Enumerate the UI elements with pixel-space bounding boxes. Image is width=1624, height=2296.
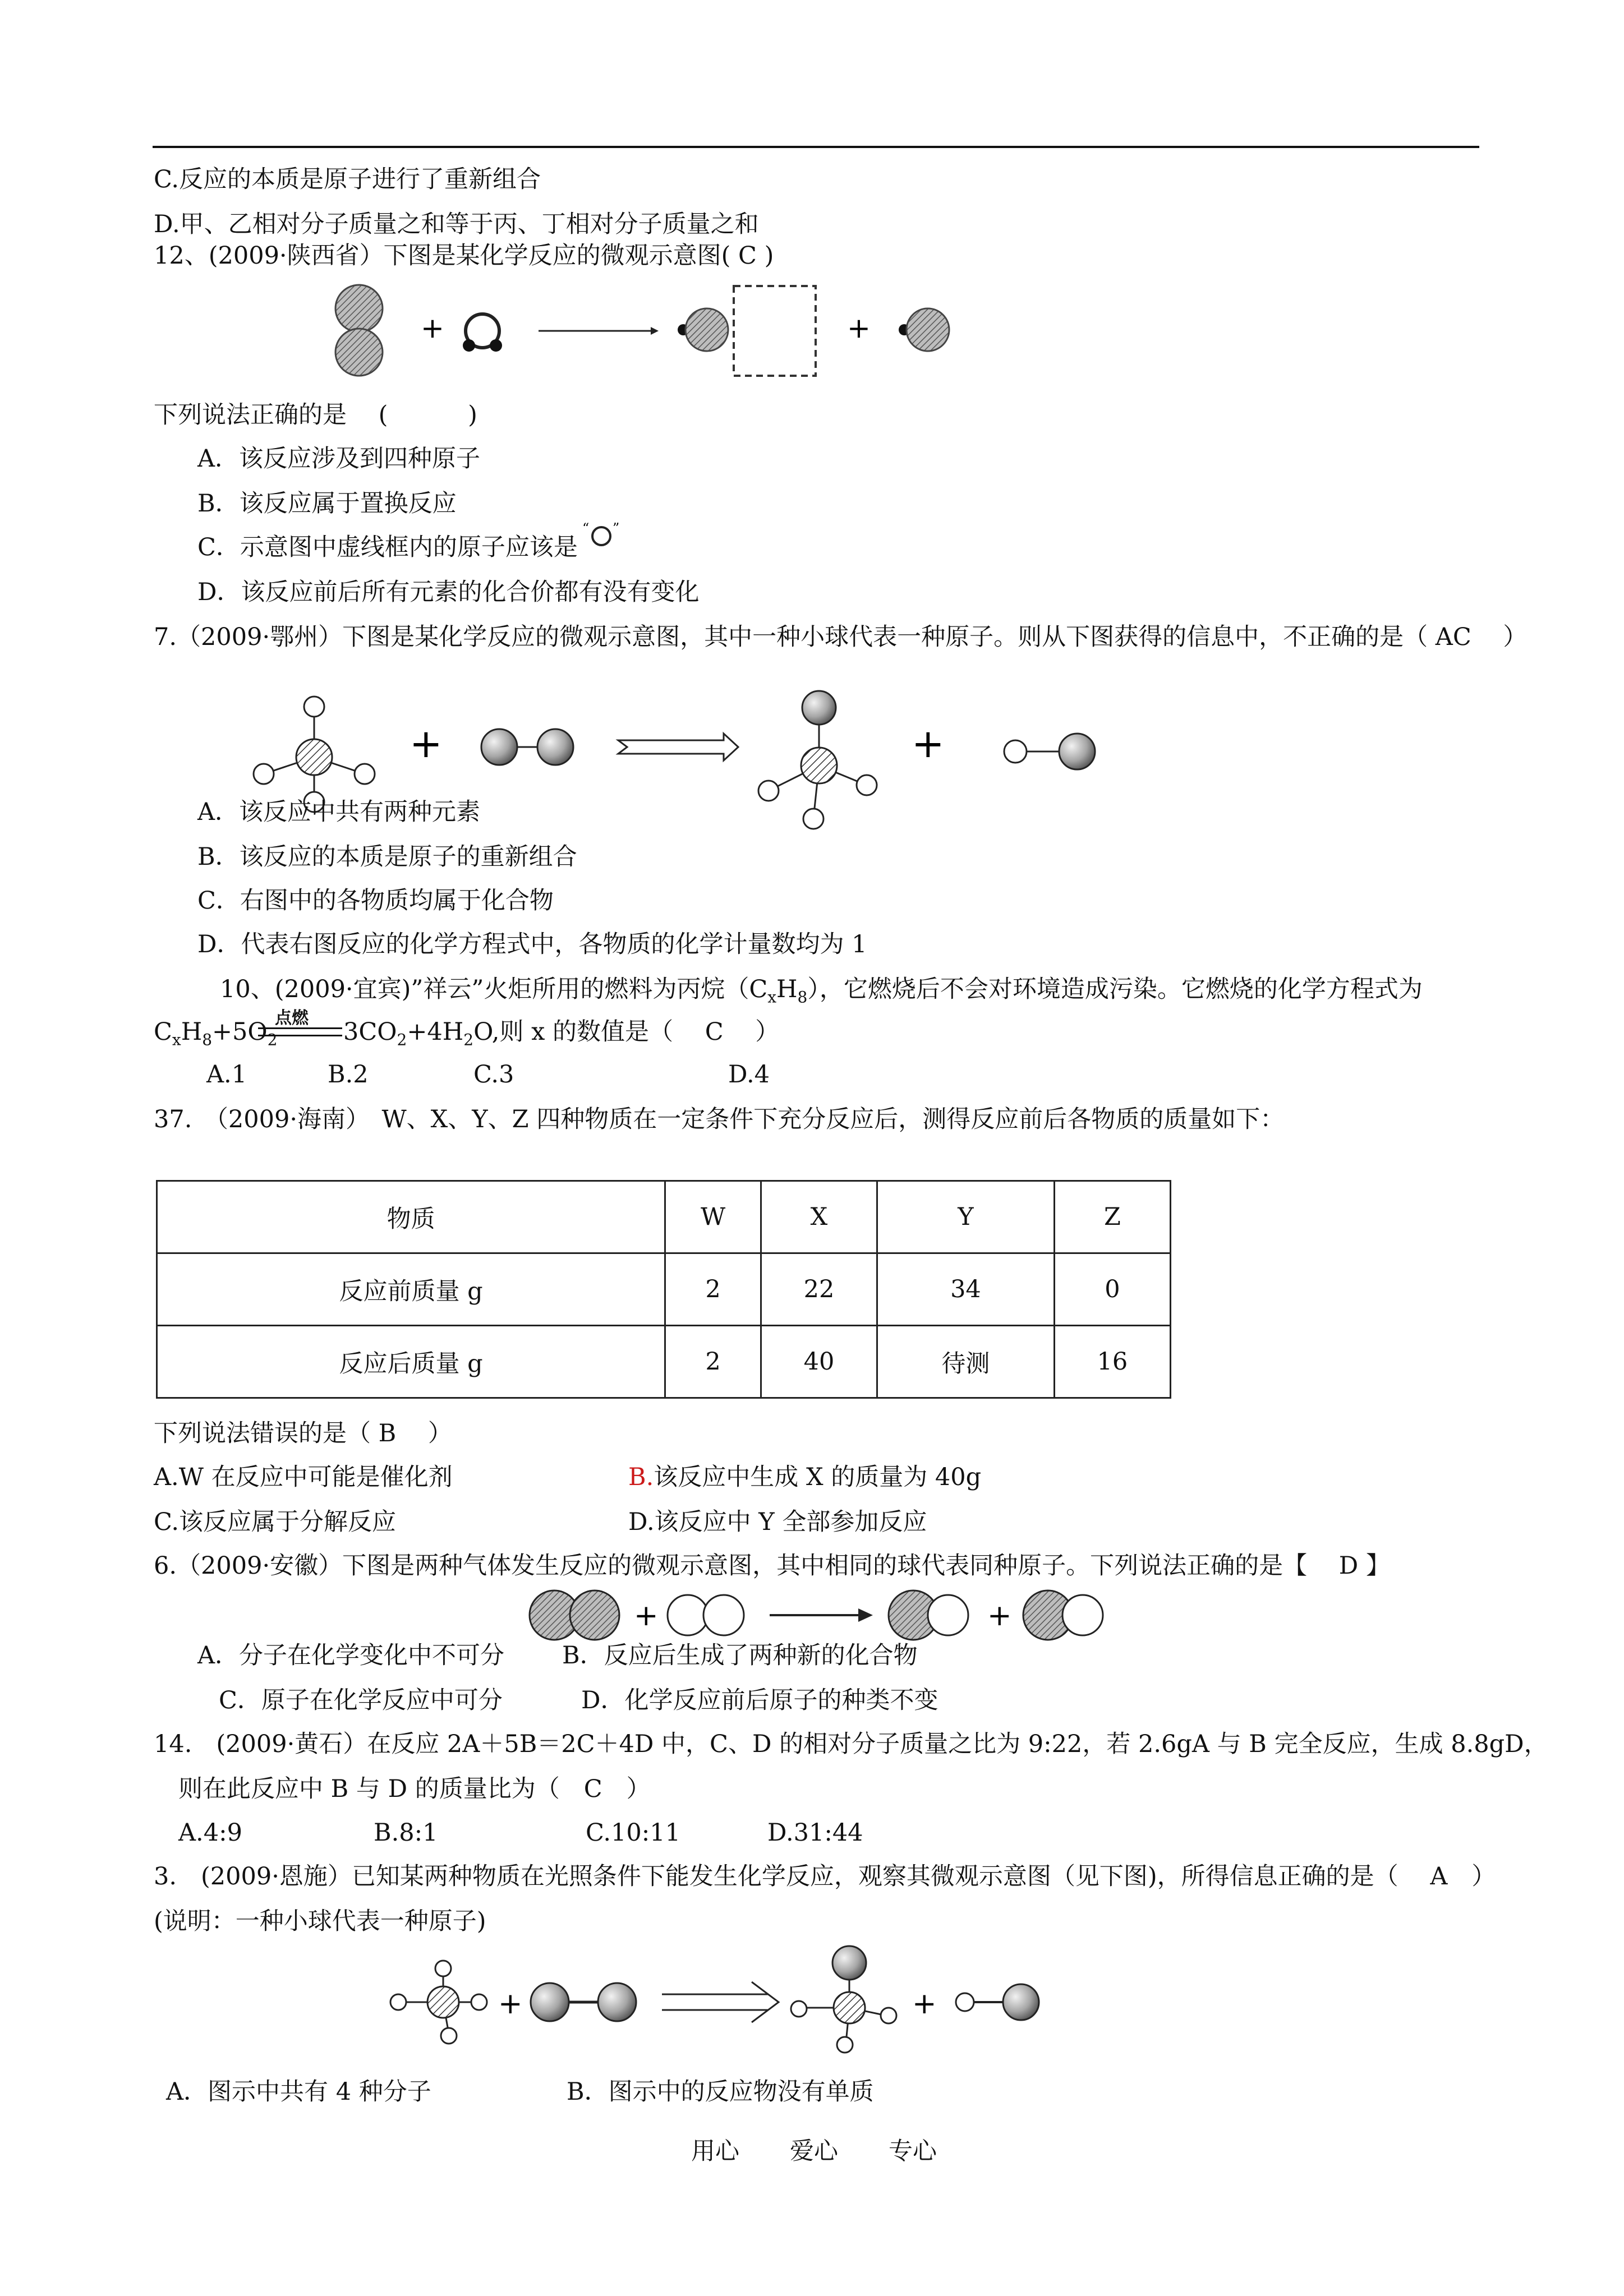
plus-sign: +: [498, 1987, 523, 2021]
product-large-atom: [907, 308, 949, 351]
table-header-cell: Y: [877, 1181, 1055, 1253]
q6-option-b: B．反应后生成了两种新的化合物: [562, 1642, 918, 1670]
q3-option-b: B．图示中的反应物没有单质: [567, 2078, 874, 2106]
q6-option-a: A．分子在化学变化中不可分: [197, 1642, 505, 1670]
footer-word: 用心: [691, 2137, 739, 2165]
dashed-box: [734, 286, 816, 376]
table-cell: 反应前质量 g: [157, 1253, 665, 1326]
q37-option-a: A.W 在反应中可能是催化剂: [154, 1463, 453, 1491]
question-37: 37. （2009·海南） W、X、Y、Z 四种物质在一定条件下充分反应后，测得反应前后各物质的质量如下：: [154, 1105, 1285, 1133]
q37-stem: 下列说法错误的是（ B ）: [154, 1419, 452, 1447]
table-row: [157, 1326, 1171, 1398]
table-row: [157, 1253, 1171, 1326]
small-dot-right: [490, 339, 502, 352]
atom-large-top: [335, 285, 383, 332]
inline-small-atom-icon: [582, 520, 622, 554]
q12-option-d: D．该反应前后所有元素的化合价都有没有变化: [197, 578, 700, 606]
footer-word: 专心: [889, 2137, 937, 2165]
question-10: 10、(2009·宜宾)”祥云”火炬所用的燃料为丙烷$(C_xH_8)$，它燃烧后不会对环境造成污染。它燃烧的化学方程式为: [220, 975, 1423, 1007]
q37-option-b: B.该反应中生成 X 的质量为 40g: [628, 1463, 982, 1491]
q14-option-b: B.8:1: [374, 1819, 438, 1847]
q10-equation-right: $3CO_2+4H_2O$,则 x 的数值是（ C ）: [343, 1018, 780, 1049]
q7-option-a: A．该反应中共有两种元素: [197, 798, 481, 826]
q3-reaction-diagram: [381, 1946, 1083, 2069]
q10-option-b: B.2: [328, 1061, 369, 1089]
plus-sign: +: [410, 721, 443, 767]
q7-option-d: D．代表右图反应的化学方程式中，各物质的化学计量数均为 1: [197, 930, 867, 958]
table-cell: 34: [877, 1253, 1055, 1326]
question-14: 14. (2009·黄石）在反应 2A＋5B＝2C＋4D 中，C、D 的相对分子质量之比为 9:22，若 2.6gA 与 B 完全反应，生成 8.8gD，: [154, 1730, 1548, 1758]
equation-double-line: [258, 1027, 342, 1036]
question-7: 7.（2009·鄂州）下图是某化学反应的微观示意图，其中一种小球代表一种原子。则从下图获得的信息中，不正确的是（ AC ）: [154, 623, 1528, 651]
q12-option-c: C．示意图中虚线框内的原子应该是: [197, 533, 578, 561]
q37-option-d: D.该反应中 Y 全部参加反应: [628, 1508, 927, 1536]
table-cell: 待测: [877, 1326, 1055, 1398]
q12-stem: 下列说法正确的是 ( ): [154, 401, 477, 429]
header-rule: [153, 146, 1479, 148]
svg-text:”: ”: [613, 520, 620, 536]
plus-sign: +: [421, 312, 444, 344]
q12-reaction-diagram: [314, 275, 987, 387]
footer-word: 爱心: [790, 2137, 838, 2165]
table-cell: 2: [665, 1326, 761, 1398]
table-header-cell: W: [665, 1181, 761, 1253]
q7-option-c: C．右图中的各物质均属于化合物: [197, 887, 554, 915]
table-cell: 16: [1054, 1326, 1170, 1398]
q10-option-d: D.4: [728, 1061, 770, 1089]
table-cell: 2: [665, 1253, 761, 1326]
q10-option-c: C.3: [473, 1061, 514, 1089]
table-cell: 反应后质量 g: [157, 1326, 665, 1398]
plus-sign: +: [987, 1599, 1012, 1633]
mass-table: [156, 1180, 1171, 1399]
table-header-cell: Z: [1054, 1181, 1170, 1253]
q6-option-c: C．原子在化学反应中可分: [219, 1686, 503, 1714]
double-arrow: [618, 734, 738, 760]
product-large-atom: [686, 308, 728, 351]
q12-option-b: B．该反应属于置换反应: [197, 490, 457, 518]
svg-text:“: “: [582, 520, 590, 536]
table-cell: 40: [761, 1326, 877, 1398]
q6-reaction-diagram: [527, 1585, 1116, 1647]
plus-sign: +: [847, 312, 871, 344]
atom-large-bottom: [335, 329, 383, 376]
q14-option-c: C.10:11: [586, 1819, 680, 1847]
q14-option-d: D.31:44: [767, 1819, 863, 1847]
q3-option-a: A．图示中共有 4 种分子: [166, 2078, 431, 2106]
central-hatched-atom: [296, 739, 332, 775]
table-cell: 22: [761, 1253, 877, 1326]
q10-equation-left: $C_xH_8+5O_2$: [154, 1018, 278, 1049]
plus-sign: +: [912, 721, 945, 767]
question-3-note: (说明：一种小球代表一种原子): [154, 1907, 486, 1935]
option-d-line: D.甲、乙相对分子质量之和等于丙、丁相对分子质量之和: [154, 210, 759, 238]
question-6: 6.（2009·安徽）下图是两种气体发生反应的微观示意图，其中相同的球代表同种原子。下列说法正确的是【 D 】: [154, 1552, 1390, 1580]
table-header-cell: 物质: [157, 1181, 665, 1253]
plus-sign: +: [634, 1599, 659, 1633]
small-dot-left: [463, 339, 475, 352]
q14-option-a: A.4:9: [178, 1819, 242, 1847]
table-header-cell: X: [761, 1181, 877, 1253]
option-c-line: C.反应的本质是原子进行了重新组合: [154, 165, 541, 193]
q12-option-a: A．该反应涉及到四种原子: [197, 445, 481, 473]
table-cell: 0: [1054, 1253, 1170, 1326]
q10-option-a: A.1: [206, 1061, 247, 1089]
question-14-line2: 则在此反应中 B 与 D 的质量比为（ C ）: [178, 1775, 651, 1803]
question-3: 3. (2009·恩施）已知某两种物质在光照条件下能发生化学反应，观察其微观示意图（见下图)，所得信息正确的是（ A ）: [154, 1862, 1496, 1891]
q7-option-b: B．该反应的本质是原子的重新组合: [197, 843, 577, 871]
ignition-condition: 点燃: [275, 1008, 309, 1028]
q6-option-d: D．化学反应前后原子的种类不变: [581, 1686, 938, 1714]
table-row: [157, 1181, 1171, 1253]
q37-option-c: C.该反应属于分解反应: [154, 1508, 397, 1536]
plus-sign: +: [912, 1987, 937, 2021]
question-12: 12、(2009·陕西省）下图是某化学反应的微观示意图( C ): [154, 242, 774, 270]
